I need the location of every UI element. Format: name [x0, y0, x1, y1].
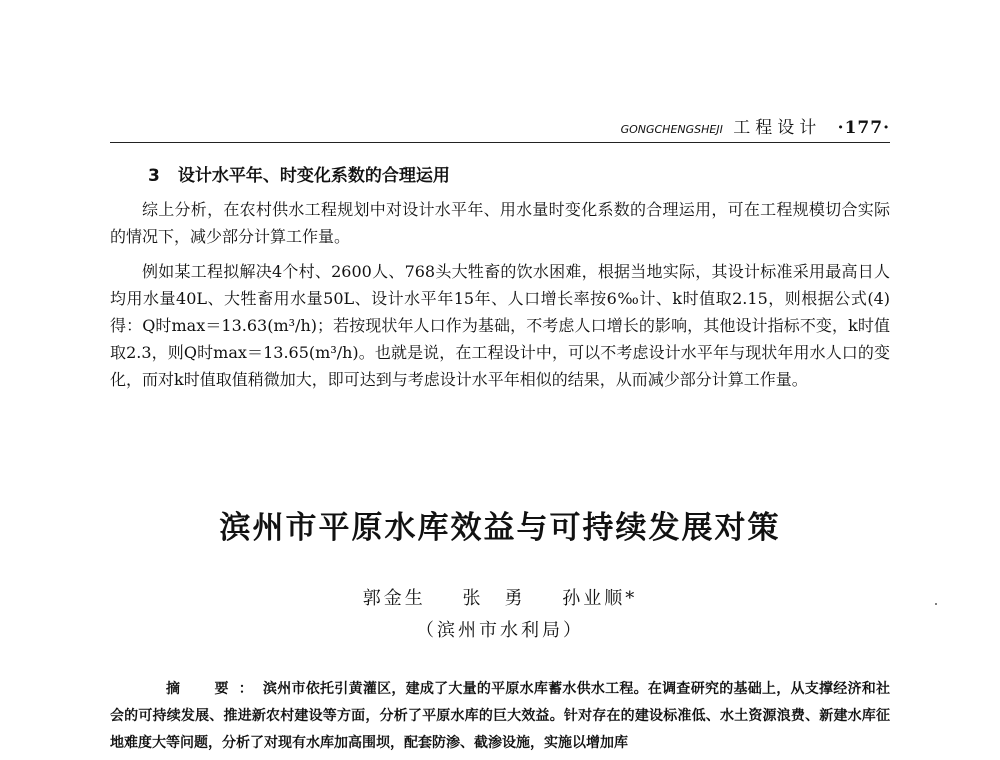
author-name: 郭金生 [362, 588, 426, 609]
header-section-title: 工程设计 [733, 118, 822, 138]
author-name: 孙业顺* [562, 588, 638, 609]
section-number: 3 [148, 166, 160, 186]
article-title: 滨州市平原水库效益与可持续发展对策 [219, 510, 781, 546]
header-rule [110, 142, 890, 143]
header-pinyin: GONGCHENGSHEJI [620, 123, 723, 136]
section-title: 设计水平年、时变化系数的合理运用 [177, 166, 450, 186]
scan-speck [935, 603, 937, 605]
abstract [110, 676, 890, 757]
author-name: 张 勇 [462, 588, 526, 609]
author-affiliation: （滨州市水利局） [416, 620, 584, 641]
running-header [110, 116, 890, 140]
author-list [110, 586, 890, 612]
abstract-label: 摘 要： [166, 681, 264, 697]
page-number: ·177· [837, 118, 890, 138]
abstract-text: 滨州市依托引黄灌区，建成了大量的平原水库蓄水供水工程。在调查研究的基础上，从支撑经济和社会的可持续发展、推进新农村建设等方面，分析了平原水库的巨大效益。针对存在的建设标准低、水土资源浪费、新建水库征地难度大等问题，分析了对现有水库加高围坝，配套防渗、截渗设施，实施以增加库 [110, 681, 891, 751]
body-paragraph-1: 综上分析，在农村供水工程规划中对设计水平年、用水量时变化系数的合理运用，可在工程规模切合实际的情况下，减少部分计算工作量。 [110, 200, 890, 246]
section-heading [148, 164, 450, 188]
body-paragraph-2: 例如某工程拟解决4个村、2600人、768头大牲畜的饮水困难，根据当地实际，其设计标准采用最高日人均用水量40L、大牲畜用水量50L、设计水平年15年、人口增长率按6‰计、k时值取2.15，则根据公式(4)得：Q时max＝13.63(m³/h)；若按现状年人口作为基础，不考虑人口增长的影响，其他设计指标不变，k时值取2.3，则Q时max＝13.65(m³/h)。也就是说，在工程设计中，可以不考虑设计水平年与现状年用水人口的变化，而对k时值取值稍微加大，即可达到与考虑设计水平年相似的结果，从而减少部分计算工作量。 [110, 262, 890, 389]
